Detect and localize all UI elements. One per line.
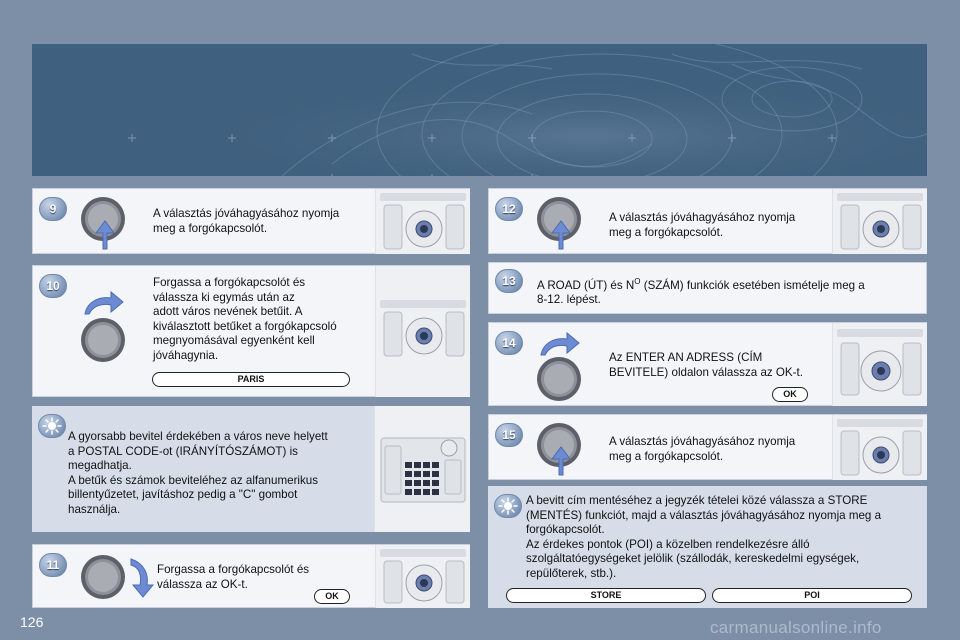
step-13-text	[537, 275, 917, 308]
step-13-text-b: (SZÁM) funkciók esetében ismételje meg a 8-12. lépést.	[537, 278, 865, 307]
step-11-panel	[32, 544, 470, 608]
step-13-text-a: A ROAD (ÚT) és N	[537, 278, 635, 292]
step-badge: 14	[495, 331, 523, 355]
rotary-knob-press-icon	[533, 419, 589, 477]
step-badge: 15	[495, 423, 523, 447]
sun-icon	[38, 414, 66, 438]
head-unit-console	[832, 189, 927, 254]
page-number: 126	[20, 614, 44, 630]
topographic-map-illustration	[32, 44, 927, 176]
step-12-text: A választás jóváhagyásához nyomja meg a forgókapcsolót.	[609, 211, 796, 239]
tip-store-poi-text: A bevitt cím mentéséhez a jegyzék tételei közé válassza a STORE (MENTÉS) funkciót, majd a választás jóváhagyásához nyomja meg a forgókapcsolót. Az érdekes pontok (POI) a közelben rendelkezésre álló szolgáltatóegységeket jelölik (szállodák, kereskedelmi egységek, repülőterek, stb.).	[526, 494, 882, 580]
head-unit-console	[375, 266, 470, 397]
step-10-panel	[32, 265, 470, 397]
step-14-panel	[488, 322, 927, 406]
tip-postal-code-panel	[32, 406, 470, 532]
watermark-text: carmanualsonline.info	[710, 618, 882, 637]
alphanumeric-keypad-console	[374, 406, 470, 532]
store-button[interactable]: STORE	[506, 588, 706, 603]
step-badge: 11	[39, 553, 67, 577]
step-14-text: Az ENTER AN ADRESS (CÍM BEVITELE) oldalon válassza az OK-t.	[609, 351, 803, 379]
rotate-arrow-icon	[81, 290, 125, 316]
step-badge: 13	[495, 269, 523, 293]
step-badge: 10	[39, 274, 67, 298]
step-15-panel	[488, 414, 927, 480]
tip-store-poi-panel	[488, 486, 927, 608]
paris-option-pill[interactable]: PARIS	[152, 372, 350, 387]
head-unit-console	[375, 545, 470, 608]
step-10-text: Forgassa a forgókapcsolót és válassza ki egymás után az adott város nevének betűit. A kiválasztott betűket a forgókapcsoló megnyomásával egyenként kell jóváhagynia.	[153, 276, 337, 362]
sun-icon	[494, 494, 522, 518]
head-unit-console	[375, 189, 470, 254]
step-9-text: A választás jóváhagyásához nyomja meg a forgókapcsolót.	[153, 207, 340, 235]
rotary-knob-icon	[77, 551, 133, 603]
step-13-panel	[488, 262, 927, 314]
step-9-panel	[32, 188, 470, 254]
rotary-knob-icon	[533, 353, 589, 405]
step-15-text: A választás jóváhagyásához nyomja meg a forgókapcsolót.	[609, 435, 796, 463]
step-12-panel	[488, 188, 927, 254]
rotary-knob-press-icon	[77, 193, 133, 251]
rotary-knob-press-icon	[533, 193, 589, 251]
map-banner	[32, 44, 927, 176]
rotate-down-arrow-icon	[127, 555, 157, 599]
ok-button[interactable]: OK	[772, 387, 808, 402]
step-11-text: Forgassa a forgókapcsolót és válassza az OK-t.	[157, 563, 310, 591]
step-badge: 12	[495, 197, 523, 221]
step-badge: 9	[39, 197, 67, 221]
head-unit-console	[832, 323, 927, 406]
head-unit-console	[832, 415, 927, 480]
rotary-knob-icon	[77, 314, 133, 366]
tip-postal-code-text: A gyorsabb bevitel érdekében a város neve helyett a POSTAL CODE-ot (IRÁNYÍTÓSZÁMOT) is megadhatja. A betűk és számok beviteléhez az alfanumerikus billentyűzetet, javításhoz pedig a "C" gombot használja.	[68, 430, 328, 516]
ok-button[interactable]: OK	[314, 589, 350, 604]
step-13-superscript: O	[634, 277, 641, 286]
poi-button[interactable]: POI	[712, 588, 912, 603]
